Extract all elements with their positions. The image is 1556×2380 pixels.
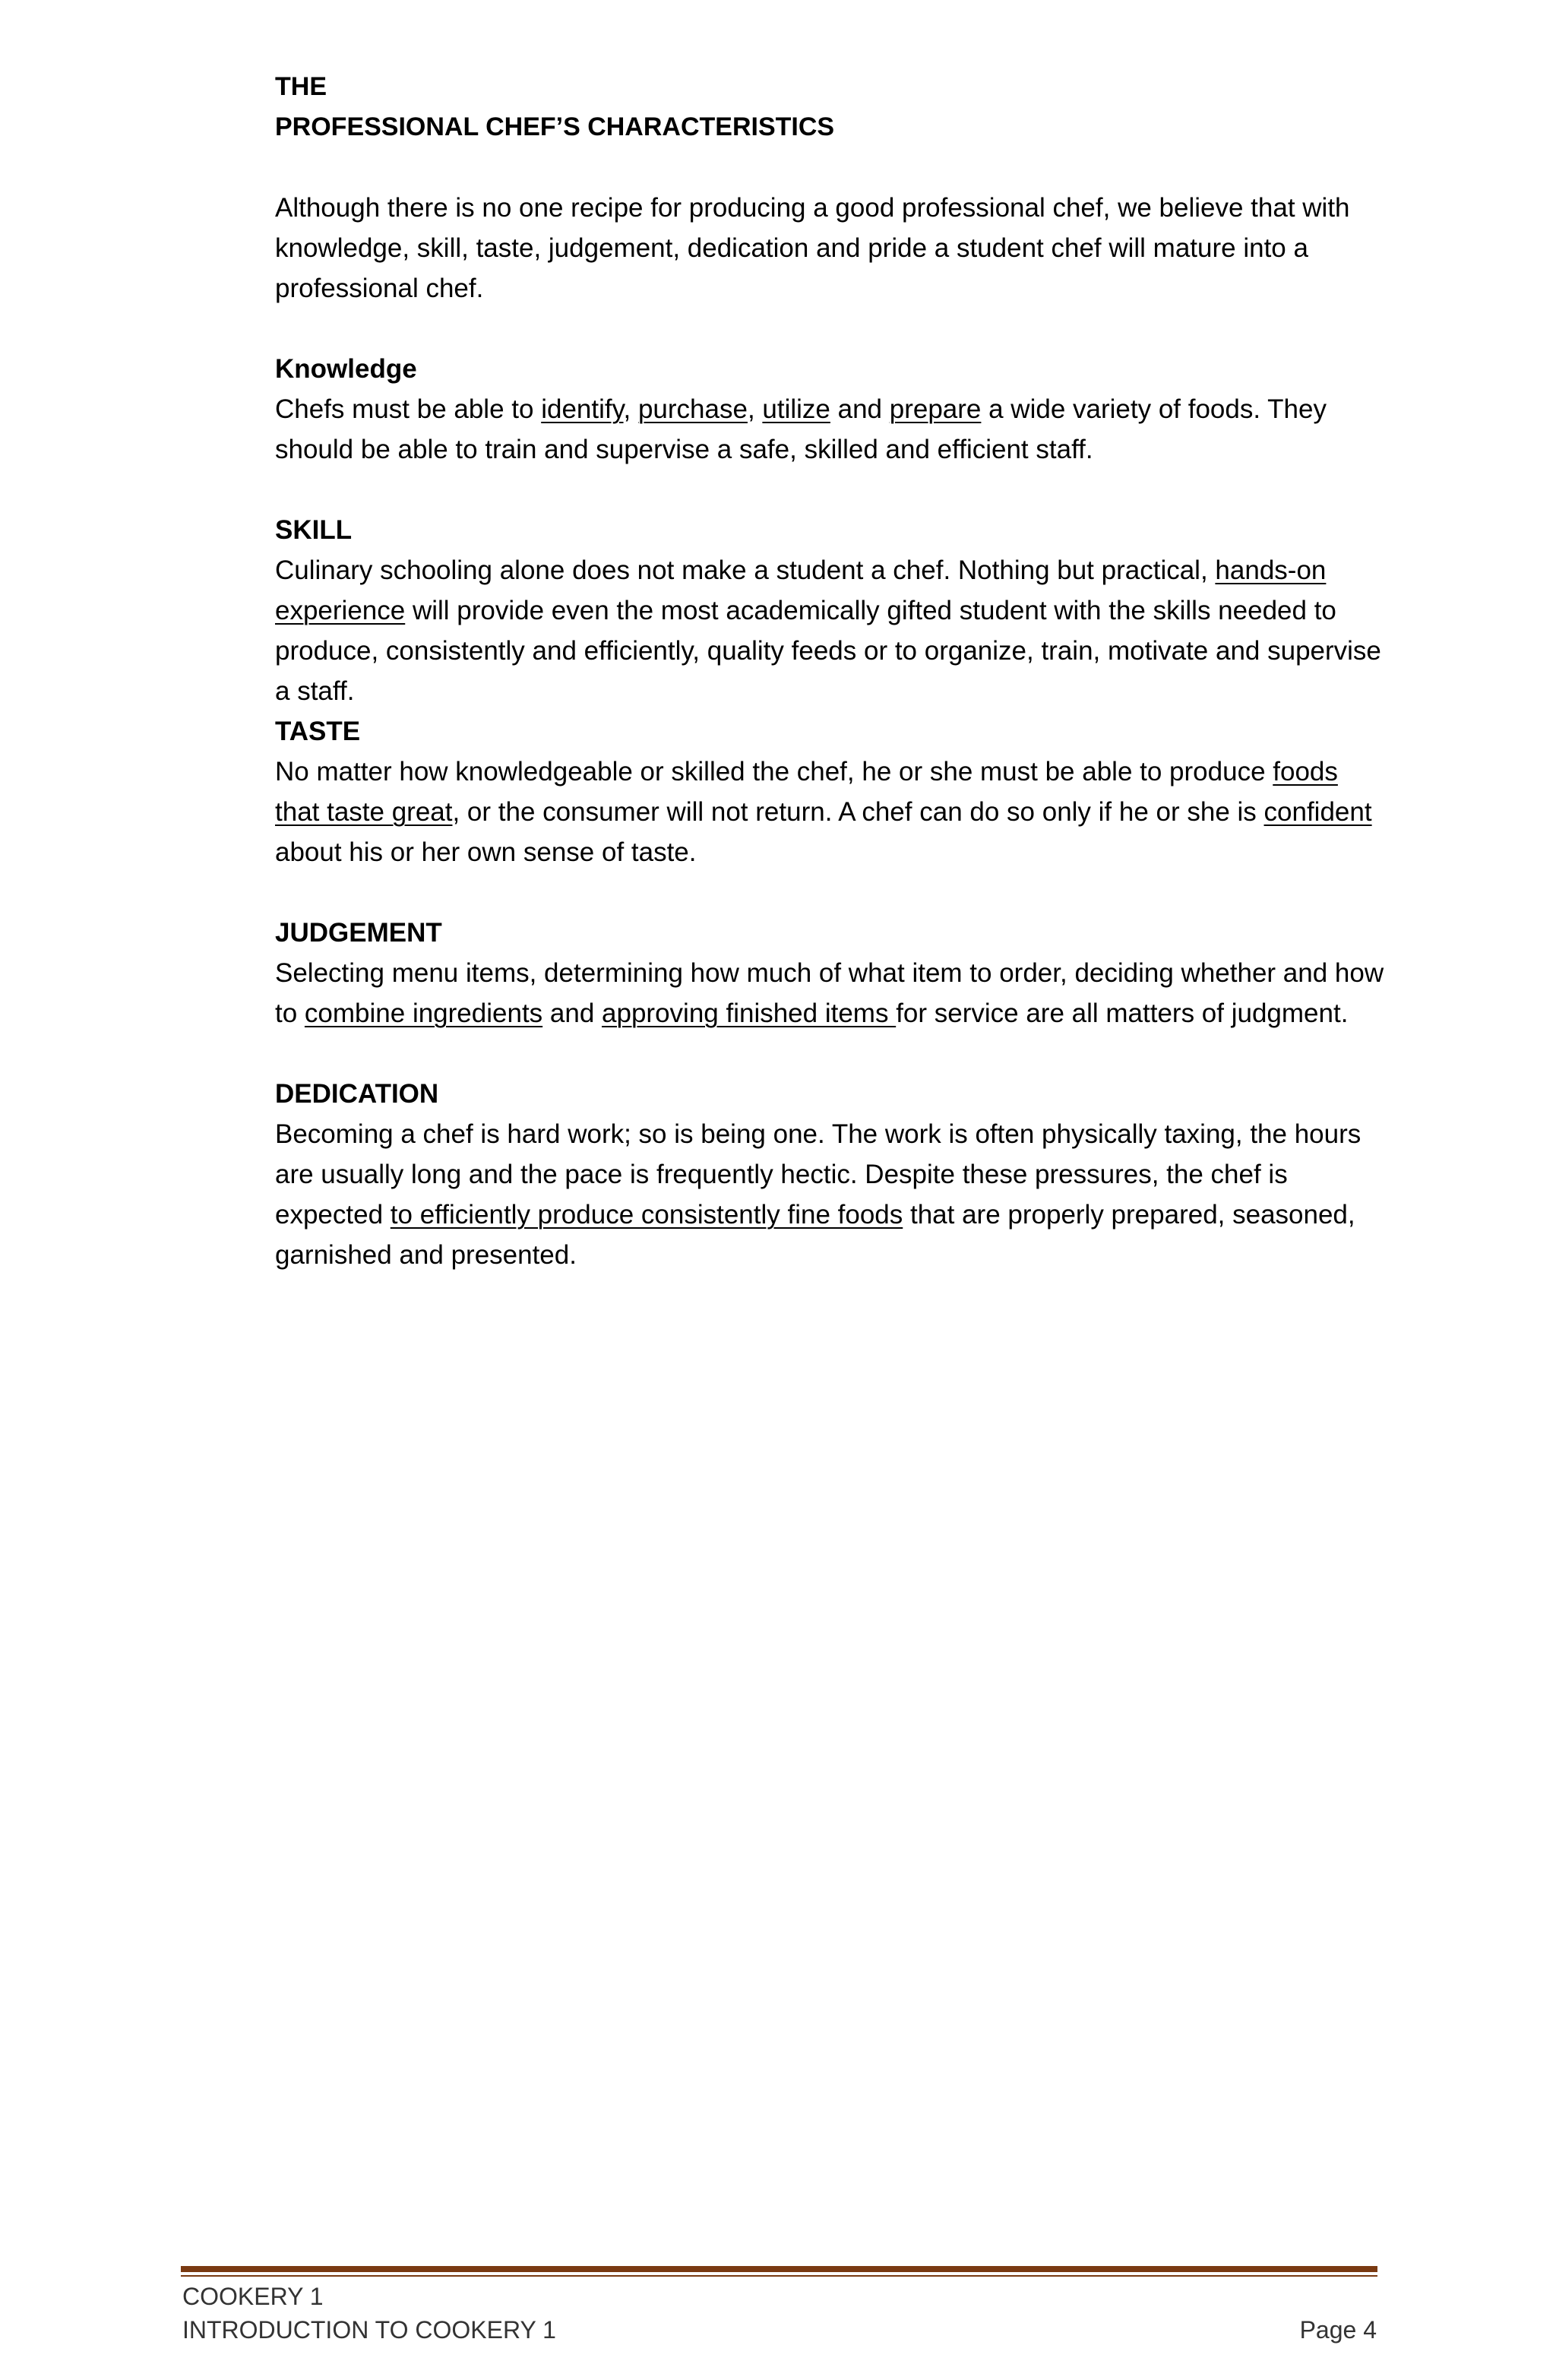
text-run: ,: [623, 394, 638, 424]
knowledge-heading: Knowledge: [275, 354, 417, 384]
underlined-term: foods that taste great: [275, 757, 1338, 827]
underlined-term: prepare: [889, 394, 982, 424]
footer-row: [182, 2313, 1377, 2347]
title-line-1: THE: [275, 72, 327, 101]
underlined-term: combine ingredients: [304, 999, 543, 1028]
dedication-heading: DEDICATION: [275, 1079, 439, 1109]
text-run: No matter how knowledgeable or skilled the chef, he or she must be able to produce: [275, 757, 1273, 786]
text-run: a wide variety of foods. They should be able to train and supervise a safe, skilled and efficient staff.: [275, 394, 1327, 464]
spacer: [275, 147, 1384, 188]
text-run: Selecting menu items, determining how much of what item to order, deciding whether and how to: [275, 958, 1384, 1028]
skill-heading: SKILL: [275, 515, 353, 545]
taste-heading: TASTE: [275, 717, 361, 746]
taste-paragraph: [275, 752, 1384, 872]
text-run: Culinary schooling alone does not make a student a chef. Nothing but practical,: [275, 555, 1216, 585]
underlined-term: hands-on experience: [275, 555, 1327, 625]
text-run: Becoming a chef is hard work; so is being one. The work is often physically taxing, the hours are usually long and the pace is frequently hectic. Despite these pressures, the chef is expected: [275, 1119, 1362, 1230]
underlined-term: approving finished items: [602, 999, 897, 1028]
text-run: that are properly prepared, seasoned, garnished and presented.: [275, 1200, 1355, 1270]
spacer: [275, 1033, 1384, 1074]
judgement-heading: JUDGEMENT: [275, 918, 442, 948]
spacer: [275, 872, 1384, 913]
intro-paragraph: Although there is no one recipe for producing a good professional chef, we believe that with knowledge, skill, taste, judgement, dedication and pride a student chef will mature into a professional chef.: [275, 193, 1350, 303]
underlined-term: utilize: [762, 394, 830, 424]
text-run: ,: [747, 394, 763, 424]
page-number: Page 4: [1299, 2316, 1377, 2344]
underlined-term: to efficiently produce consistently fine foods: [390, 1200, 903, 1230]
dedication-paragraph: [275, 1114, 1384, 1275]
spacer: [275, 309, 1384, 349]
skill-paragraph: [275, 550, 1384, 711]
page-title: PROFESSIONAL CHEF’S CHARACTERISTICS: [275, 112, 835, 141]
spacer: [275, 470, 1384, 510]
footer-divider-thin: [181, 2275, 1377, 2277]
document-body: [275, 67, 1384, 1275]
text-run: about his or her own sense of taste.: [275, 837, 697, 867]
text-run: for service are all matters of judgment.: [896, 999, 1349, 1028]
underlined-term: confident: [1263, 797, 1372, 827]
footer-divider-thick: [181, 2266, 1377, 2272]
footer-subtitle: INTRODUCTION TO COOKERY 1: [182, 2316, 556, 2344]
page-footer: [182, 2280, 1377, 2347]
text-run: Chefs must be able to: [275, 394, 542, 424]
underlined-term: identify: [541, 394, 624, 424]
text-run: will provide even the most academically gifted student with the skills needed to produce, consistently and efficiently, quality feeds or to organize, train, motivate and supervise a staff.: [275, 596, 1381, 706]
text-run: and: [830, 394, 890, 424]
judgement-paragraph: [275, 953, 1384, 1033]
text-run: and: [542, 999, 602, 1028]
underlined-term: purchase: [637, 394, 748, 424]
footer-course: COOKERY 1: [182, 2283, 324, 2310]
text-run: , or the consumer will not return. A chef can do so only if he or she is: [452, 797, 1264, 827]
knowledge-paragraph: [275, 389, 1384, 470]
